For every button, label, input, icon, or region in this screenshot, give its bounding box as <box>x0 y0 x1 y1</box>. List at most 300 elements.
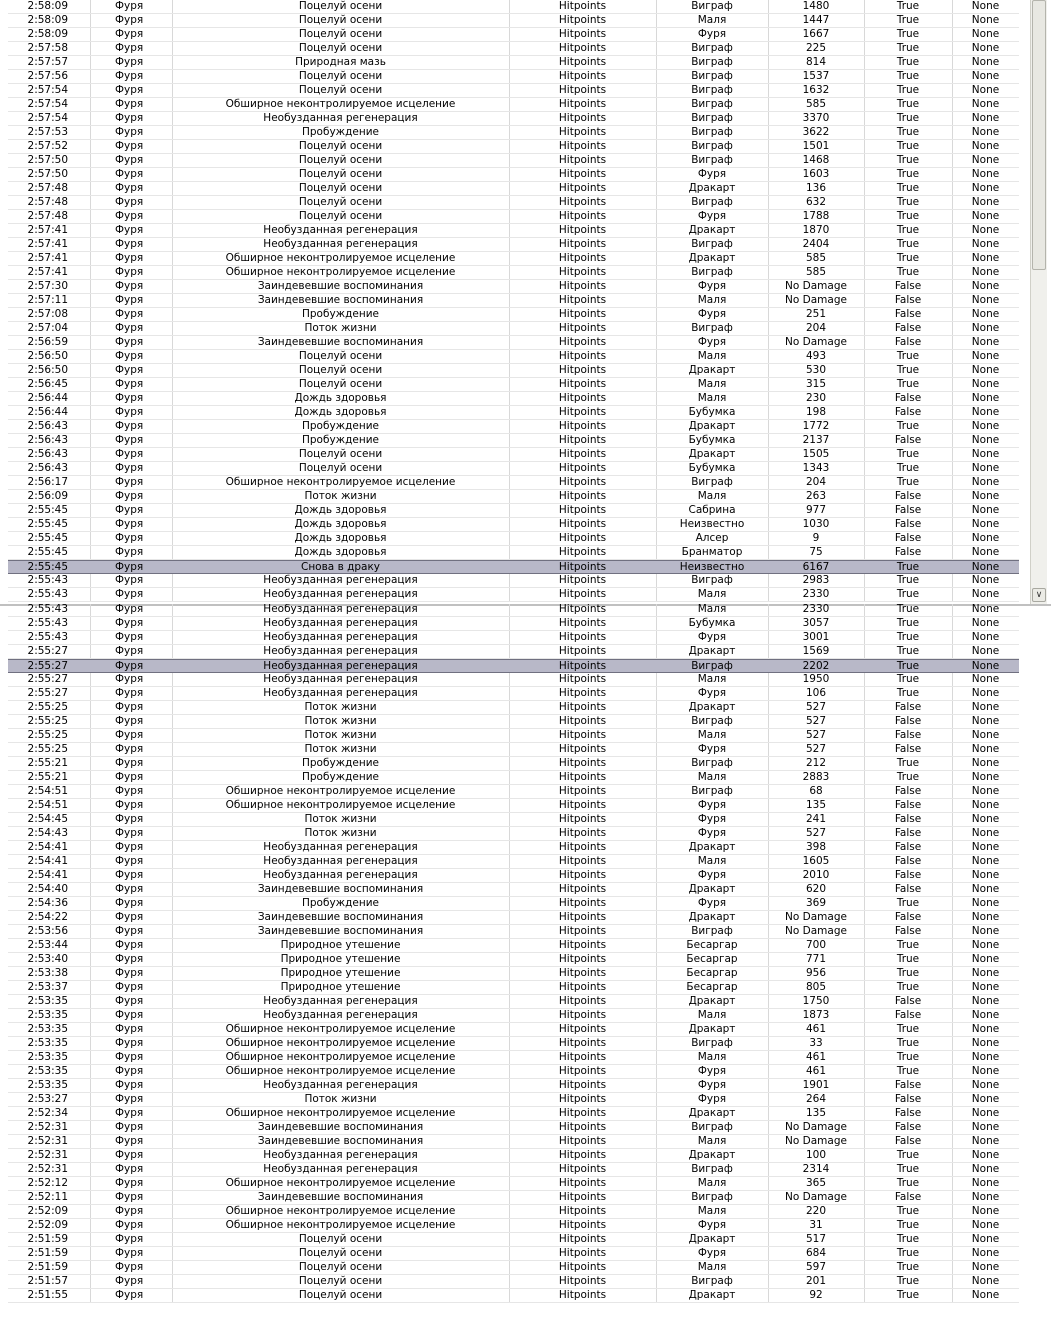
table-row[interactable] <box>8 84 1019 98</box>
table-row[interactable] <box>8 1247 1019 1261</box>
crit-cell: True <box>896 84 920 96</box>
caster-cell: Фуря <box>115 995 144 1007</box>
crit-cell: True <box>896 0 920 12</box>
table-row[interactable] <box>8 771 1019 785</box>
target-cell: Виграф <box>691 715 733 727</box>
crit-cell: True <box>896 561 920 573</box>
crit-cell: False <box>894 925 922 937</box>
amount-cell: 3370 <box>802 112 830 124</box>
table-row[interactable] <box>8 154 1019 168</box>
amount-cell: 241 <box>805 813 827 825</box>
caster-cell: Фуря <box>115 224 144 236</box>
stat-cell: Hitpoints <box>558 294 607 306</box>
ability-cell: Дождь здоровья <box>294 532 387 544</box>
extra-cell: None <box>971 841 1000 853</box>
extra-cell: None <box>971 967 1000 979</box>
time-cell: 2:56:44 <box>27 392 68 404</box>
extra-cell: None <box>971 182 1000 194</box>
table-row[interactable] <box>8 532 1019 546</box>
table-row[interactable] <box>8 448 1019 462</box>
table-row[interactable] <box>8 1065 1019 1079</box>
chevron-down-icon[interactable]: ∨ <box>1032 588 1046 602</box>
table-row[interactable] <box>8 939 1019 953</box>
extra-cell: None <box>971 1121 1000 1133</box>
time-cell: 2:57:48 <box>27 196 68 208</box>
ability-cell: Поцелуй осени <box>298 350 383 362</box>
crit-cell: True <box>896 604 920 615</box>
ability-cell: Поцелуй осени <box>298 448 383 460</box>
table-row[interactable] <box>8 434 1019 448</box>
caster-cell: Фуря <box>115 967 144 979</box>
crit-cell: False <box>894 518 922 530</box>
caster-cell: Фуря <box>115 238 144 250</box>
target-cell: Виграф <box>691 785 733 797</box>
target-cell: Дракарт <box>688 701 736 713</box>
ability-cell: Заиндевевшие воспоминания <box>257 336 424 348</box>
time-cell: 2:53:38 <box>27 967 68 979</box>
target-cell: Бубумка <box>688 462 736 474</box>
ability-cell: Поцелуй осени <box>298 182 383 194</box>
crit-cell: True <box>896 112 920 124</box>
table-row[interactable] <box>8 1177 1019 1191</box>
crit-cell: False <box>894 701 922 713</box>
table-row[interactable] <box>8 785 1019 799</box>
table-row[interactable] <box>8 238 1019 252</box>
stat-cell: Hitpoints <box>558 631 607 643</box>
table-row[interactable] <box>8 911 1019 925</box>
caster-cell: Фуря <box>115 28 144 40</box>
target-cell: Дракарт <box>688 252 736 264</box>
table-row[interactable] <box>8 645 1019 659</box>
amount-cell: 1501 <box>802 140 830 152</box>
time-cell: 2:55:43 <box>27 631 68 643</box>
target-cell: Фуря <box>697 869 727 881</box>
table-row[interactable] <box>8 1079 1019 1093</box>
stat-cell: Hitpoints <box>558 687 607 699</box>
caster-cell: Фуря <box>115 841 144 853</box>
amount-cell: 92 <box>809 1289 823 1301</box>
table-row[interactable] <box>8 827 1019 841</box>
time-cell: 2:58:09 <box>27 14 68 26</box>
stat-cell: Hitpoints <box>558 1289 607 1301</box>
target-cell: Маля <box>697 378 727 390</box>
ability-cell: Дождь здоровья <box>294 518 387 530</box>
table-row[interactable] <box>8 462 1019 476</box>
table-row[interactable] <box>8 182 1019 196</box>
caster-cell: Фуря <box>115 953 144 965</box>
table-row[interactable] <box>8 252 1019 266</box>
crit-cell: True <box>896 224 920 236</box>
crit-cell: True <box>896 42 920 54</box>
table-row[interactable] <box>8 631 1019 645</box>
table-row[interactable] <box>8 28 1019 42</box>
stat-cell: Hitpoints <box>558 673 607 685</box>
amount-cell: 461 <box>805 1023 827 1035</box>
target-cell: Фуря <box>697 897 727 909</box>
crit-cell: False <box>894 336 922 348</box>
stat-cell: Hitpoints <box>558 1149 607 1161</box>
ability-cell: Обширное неконтролируемое исцеление <box>225 1219 456 1231</box>
extra-cell: None <box>971 869 1000 881</box>
time-cell: 2:55:45 <box>27 546 68 558</box>
extra-cell: None <box>971 448 1000 460</box>
table-row[interactable] <box>8 673 1019 687</box>
time-cell: 2:57:41 <box>27 266 68 278</box>
table-row[interactable] <box>8 1275 1019 1289</box>
table-row[interactable] <box>8 378 1019 392</box>
amount-cell: 1632 <box>802 84 830 96</box>
caster-cell: Фуря <box>115 925 144 937</box>
table-row[interactable] <box>8 1135 1019 1149</box>
target-cell: Дракарт <box>688 1023 736 1035</box>
crit-cell: False <box>894 406 922 418</box>
amount-cell: 1447 <box>802 14 830 26</box>
table-row[interactable] <box>8 1219 1019 1233</box>
table-row[interactable] <box>8 1093 1019 1107</box>
ability-cell: Поцелуй осени <box>298 154 383 166</box>
time-cell: 2:57:58 <box>27 42 68 54</box>
stat-cell: Hitpoints <box>558 140 607 152</box>
table-row[interactable] <box>8 224 1019 238</box>
amount-cell: 204 <box>805 322 827 334</box>
stat-cell: Hitpoints <box>558 701 607 713</box>
ability-cell: Необузданная регенерация <box>263 687 418 699</box>
time-cell: 2:57:41 <box>27 224 68 236</box>
table-row[interactable] <box>8 476 1019 490</box>
target-cell: Фуря <box>697 813 727 825</box>
crit-cell: False <box>894 869 922 881</box>
table-row[interactable] <box>8 1261 1019 1275</box>
table-row[interactable] <box>8 995 1019 1009</box>
table-row[interactable] <box>8 687 1019 701</box>
stat-cell: Hitpoints <box>558 1065 607 1077</box>
amount-cell: 585 <box>805 98 827 110</box>
caster-cell: Фуря <box>115 182 144 194</box>
table-row[interactable] <box>8 1163 1019 1177</box>
time-cell: 2:57:08 <box>27 308 68 320</box>
target-cell: Виграф <box>691 196 733 208</box>
extra-cell: None <box>971 378 1000 390</box>
amount-cell: 527 <box>805 827 827 839</box>
table-row[interactable] <box>8 743 1019 757</box>
caster-cell: Фуря <box>115 1205 144 1217</box>
extra-cell: None <box>971 897 1000 909</box>
table-row[interactable] <box>8 56 1019 70</box>
target-cell: Бесаргар <box>686 953 738 965</box>
table-row[interactable] <box>8 981 1019 995</box>
extra-cell: None <box>971 490 1000 502</box>
time-cell: 2:55:43 <box>27 604 68 615</box>
amount-cell: 1950 <box>802 673 830 685</box>
crit-cell: True <box>896 1219 920 1231</box>
table-row[interactable] <box>8 1205 1019 1219</box>
target-cell: Виграф <box>691 126 733 138</box>
extra-cell: None <box>971 757 1000 769</box>
table-row[interactable] <box>8 1233 1019 1247</box>
caster-cell: Фуря <box>115 911 144 923</box>
caster-cell: Фуря <box>115 687 144 699</box>
amount-cell: 517 <box>805 1233 827 1245</box>
table-row[interactable] <box>8 897 1019 911</box>
crit-cell: True <box>896 476 920 488</box>
table-row[interactable] <box>8 294 1019 308</box>
ability-cell: Обширное неконтролируемое исцеление <box>225 98 456 110</box>
ability-cell: Поцелуй осени <box>298 1275 383 1287</box>
caster-cell: Фуря <box>115 210 144 222</box>
table-row[interactable] <box>8 168 1019 182</box>
extra-cell: None <box>971 154 1000 166</box>
target-cell: Фуря <box>697 799 727 811</box>
caster-cell: Фуря <box>115 140 144 152</box>
stat-cell: Hitpoints <box>558 518 607 530</box>
table-row[interactable] <box>8 813 1019 827</box>
target-cell: Фуря <box>697 631 727 643</box>
amount-cell: 1788 <box>802 210 830 222</box>
crit-cell: True <box>896 1275 920 1287</box>
table-row[interactable] <box>8 406 1019 420</box>
stat-cell: Hitpoints <box>558 1275 607 1287</box>
table-row[interactable] <box>8 98 1019 112</box>
caster-cell: Фуря <box>115 1065 144 1077</box>
stat-cell: Hitpoints <box>558 604 607 615</box>
stat-cell: Hitpoints <box>558 266 607 278</box>
amount-cell: No Damage <box>785 1135 847 1147</box>
stat-cell: Hitpoints <box>558 1009 607 1021</box>
crit-cell: True <box>896 350 920 362</box>
time-cell: 2:57:41 <box>27 238 68 250</box>
ability-cell: Поцелуй осени <box>298 28 383 40</box>
target-cell: Маля <box>697 14 727 26</box>
stat-cell: Hitpoints <box>558 743 607 755</box>
caster-cell: Фуря <box>115 322 144 334</box>
table-row[interactable] <box>8 392 1019 406</box>
table-row[interactable] <box>8 518 1019 532</box>
caster-cell: Фуря <box>115 673 144 685</box>
extra-cell: None <box>971 925 1000 937</box>
table-row[interactable] <box>8 14 1019 28</box>
time-cell: 2:58:09 <box>27 28 68 40</box>
ability-cell: Природное утешение <box>280 953 401 965</box>
table-row[interactable] <box>8 1009 1019 1023</box>
extra-cell: None <box>971 336 1000 348</box>
stat-cell: Hitpoints <box>558 771 607 783</box>
extra-cell: None <box>971 1247 1000 1259</box>
caster-cell: Фуря <box>115 1023 144 1035</box>
time-cell: 2:53:27 <box>27 1093 68 1105</box>
target-cell: Маля <box>697 294 727 306</box>
table-row[interactable] <box>8 42 1019 56</box>
time-cell: 2:54:40 <box>27 883 68 895</box>
ability-cell: Необузданная регенерация <box>263 1163 418 1175</box>
target-cell: Дракарт <box>688 364 736 376</box>
table-row[interactable] <box>8 490 1019 504</box>
amount-cell: 632 <box>805 196 827 208</box>
amount-cell: 527 <box>805 729 827 741</box>
table-row[interactable] <box>8 925 1019 939</box>
amount-cell: No Damage <box>785 925 847 937</box>
table-row[interactable] <box>8 266 1019 280</box>
log-grid-pane-top <box>0 0 1051 606</box>
stat-cell: Hitpoints <box>558 210 607 222</box>
caster-cell: Фуря <box>115 604 144 615</box>
extra-cell: None <box>971 827 1000 839</box>
ability-cell: Обширное неконтролируемое исцеление <box>225 252 456 264</box>
extra-cell: None <box>971 1149 1000 1161</box>
ability-cell: Дождь здоровья <box>294 406 387 418</box>
extra-cell: None <box>971 406 1000 418</box>
caster-cell: Фуря <box>115 1247 144 1259</box>
crit-cell: True <box>896 1065 920 1077</box>
target-cell: Дракарт <box>688 841 736 853</box>
table-row[interactable] <box>8 729 1019 743</box>
caster-cell: Фуря <box>115 168 144 180</box>
table-row[interactable] <box>8 953 1019 967</box>
crit-cell: True <box>896 266 920 278</box>
table-row[interactable] <box>8 350 1019 364</box>
amount-cell: 2137 <box>802 434 830 446</box>
caster-cell: Фуря <box>115 561 144 573</box>
table-row[interactable] <box>8 588 1019 602</box>
caster-cell: Фуря <box>115 715 144 727</box>
crit-cell: False <box>894 504 922 516</box>
ability-cell: Поцелуй осени <box>298 0 383 12</box>
table-row[interactable] <box>8 1149 1019 1163</box>
target-cell: Бубумка <box>688 617 736 629</box>
stat-cell: Hitpoints <box>558 42 607 54</box>
table-row[interactable] <box>8 617 1019 631</box>
time-cell: 2:54:51 <box>27 785 68 797</box>
time-cell: 2:55:25 <box>27 715 68 727</box>
ability-cell: Заиндевевшие воспоминания <box>257 925 424 937</box>
table-row[interactable] <box>8 280 1019 294</box>
crit-cell: False <box>894 729 922 741</box>
table-row[interactable] <box>8 1023 1019 1037</box>
extra-cell: None <box>971 14 1000 26</box>
stat-cell: Hitpoints <box>558 617 607 629</box>
caster-cell: Фуря <box>115 645 144 657</box>
amount-cell: 251 <box>805 308 827 320</box>
table-row[interactable] <box>8 364 1019 378</box>
caster-cell: Фуря <box>115 1135 144 1147</box>
table-row[interactable] <box>8 1051 1019 1065</box>
ability-cell: Обширное неконтролируемое исцеление <box>225 785 456 797</box>
table-row[interactable] <box>8 504 1019 518</box>
time-cell: 2:57:56 <box>27 70 68 82</box>
table-row[interactable] <box>8 140 1019 154</box>
table-row[interactable] <box>8 1107 1019 1121</box>
stat-cell: Hitpoints <box>558 420 607 432</box>
table-row[interactable] <box>8 883 1019 897</box>
stat-cell: Hitpoints <box>558 1233 607 1245</box>
extra-cell: None <box>971 1037 1000 1049</box>
target-cell: Фуря <box>697 28 727 40</box>
amount-cell: 1870 <box>802 224 830 236</box>
crit-cell: True <box>896 378 920 390</box>
table-row[interactable] <box>8 841 1019 855</box>
table-row[interactable] <box>8 757 1019 771</box>
ability-cell: Обширное неконтролируемое исцеление <box>225 1023 456 1035</box>
ability-cell: Обширное неконтролируемое исцеление <box>225 266 456 278</box>
amount-cell: 33 <box>809 1037 823 1049</box>
time-cell: 2:52:31 <box>27 1135 68 1147</box>
target-cell: Дракарт <box>688 448 736 460</box>
table-row[interactable] <box>8 701 1019 715</box>
caster-cell: Фуря <box>115 617 144 629</box>
table-row[interactable] <box>8 715 1019 729</box>
table-row[interactable] <box>8 308 1019 322</box>
target-cell: Виграф <box>691 1121 733 1133</box>
caster-cell: Фуря <box>115 1219 144 1231</box>
ability-cell: Необузданная регенерация <box>263 645 418 657</box>
table-row[interactable] <box>8 336 1019 350</box>
vertical-scrollbar[interactable] <box>1030 0 1047 604</box>
crit-cell: False <box>894 911 922 923</box>
table-row[interactable] <box>8 1289 1019 1303</box>
table-row[interactable] <box>8 604 1019 617</box>
table-row[interactable] <box>8 210 1019 224</box>
table-row[interactable] <box>8 546 1019 560</box>
crit-cell: False <box>894 1135 922 1147</box>
crit-cell: False <box>894 434 922 446</box>
table-row[interactable] <box>8 1191 1019 1205</box>
table-row[interactable] <box>8 112 1019 126</box>
scrollbar-thumb[interactable] <box>1032 0 1046 270</box>
caster-cell: Фуря <box>115 660 144 672</box>
table-row[interactable] <box>8 869 1019 883</box>
crit-cell: True <box>896 168 920 180</box>
table-row[interactable] <box>8 799 1019 813</box>
amount-cell: 956 <box>805 967 827 979</box>
table-row[interactable] <box>8 967 1019 981</box>
amount-cell: 31 <box>809 1219 823 1231</box>
ability-cell: Обширное неконтролируемое исцеление <box>225 1205 456 1217</box>
table-row[interactable] <box>8 322 1019 336</box>
caster-cell: Фуря <box>115 883 144 895</box>
amount-cell: 9 <box>812 532 820 544</box>
amount-cell: 6167 <box>802 561 830 573</box>
table-row[interactable] <box>8 855 1019 869</box>
stat-cell: Hitpoints <box>558 476 607 488</box>
crit-cell: True <box>896 967 920 979</box>
table-row[interactable] <box>8 1037 1019 1051</box>
table-row[interactable] <box>8 574 1019 588</box>
table-row-selected[interactable] <box>8 659 1019 673</box>
extra-cell: None <box>971 1289 1000 1301</box>
ability-cell: Пробуждение <box>301 434 379 446</box>
stat-cell: Hitpoints <box>558 168 607 180</box>
amount-cell: 1343 <box>802 462 830 474</box>
crit-cell: True <box>896 196 920 208</box>
table-row[interactable] <box>8 420 1019 434</box>
caster-cell: Фуря <box>115 771 144 783</box>
ability-cell: Необузданная регенерация <box>263 855 418 867</box>
ability-cell: Поток жизни <box>304 743 377 755</box>
stat-cell: Hitpoints <box>558 939 607 951</box>
amount-cell: 1750 <box>802 995 830 1007</box>
caster-cell: Фуря <box>115 827 144 839</box>
extra-cell: None <box>971 210 1000 222</box>
amount-cell: 2883 <box>802 771 830 783</box>
table-row[interactable] <box>8 70 1019 84</box>
table-row[interactable] <box>8 196 1019 210</box>
table-row-selected[interactable] <box>8 560 1019 574</box>
table-row[interactable] <box>8 126 1019 140</box>
table-row[interactable] <box>8 1121 1019 1135</box>
extra-cell: None <box>971 112 1000 124</box>
table-row[interactable] <box>8 0 1019 14</box>
ability-cell: Пробуждение <box>301 771 379 783</box>
caster-cell: Фуря <box>115 462 144 474</box>
